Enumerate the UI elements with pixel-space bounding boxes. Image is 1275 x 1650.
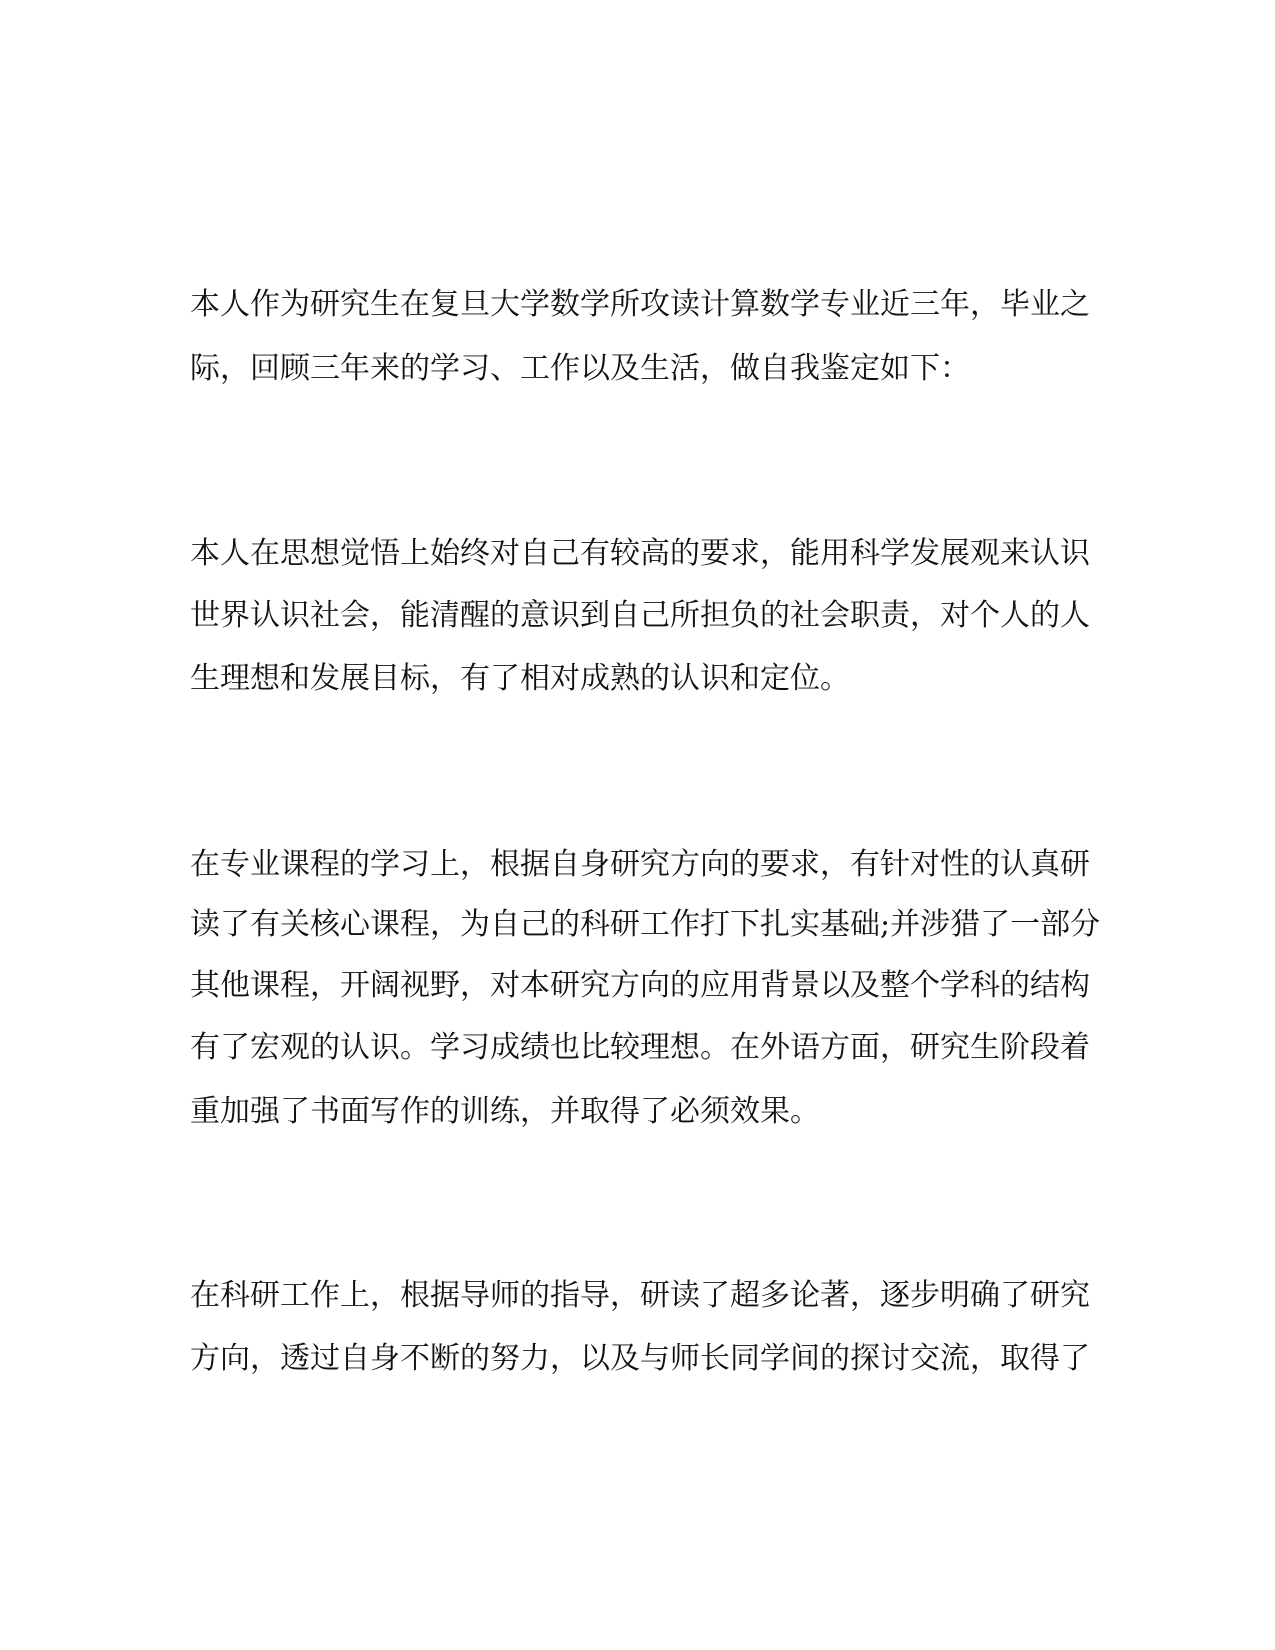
paragraph-line: 在科研工作上，根据导师的指导，研读了超多论著，逐步明确了研究 — [190, 1278, 1090, 1313]
paragraph-line: 本人在思想觉悟上始终对自己有较高的要求，能用科学发展观来认识 — [190, 536, 1090, 571]
paragraph-line: 生理想和发展目标，有了相对成熟的认识和定位。 — [190, 661, 850, 696]
paragraph-line: 本人作为研究生在复旦大学数学所攻读计算数学专业近三年，毕业之 — [190, 287, 1090, 322]
paragraph-line: 际，回顾三年来的学习、工作以及生活，做自我鉴定如下： — [190, 351, 970, 386]
paragraph-line: 方向，透过自身不断的努力，以及与师长同学间的探讨交流，取得了 — [190, 1341, 1090, 1376]
paragraph-line: 其他课程，开阔视野，对本研究方向的应用背景以及整个学科的结构 — [190, 968, 1090, 1003]
paragraph-line: 在专业课程的学习上，根据自身研究方向的要求，有针对性的认真研 — [190, 847, 1090, 882]
paragraph-line: 有了宏观的认识。学习成绩也比较理想。在外语方面，研究生阶段着 — [190, 1030, 1090, 1065]
paragraph-line: 重加强了书面写作的训练，并取得了必须效果。 — [190, 1094, 820, 1129]
paragraph-line: 世界认识社会，能清醒的意识到自己所担负的社会职责，对个人的人 — [190, 598, 1090, 633]
paragraph-line: 读了有关核心课程，为自己的科研工作打下扎实基础;并涉猎了一部分 — [190, 907, 1101, 942]
